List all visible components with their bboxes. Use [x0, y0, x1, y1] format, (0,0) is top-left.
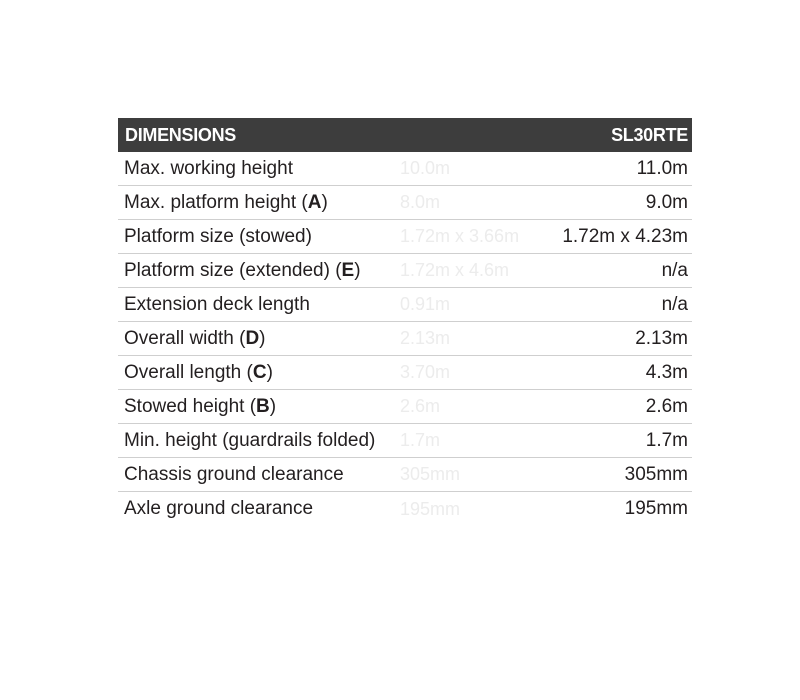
row-label-text: Max. platform height — [124, 191, 297, 213]
faded-value: 8.0m — [400, 192, 441, 212]
row-label-code: C — [252, 361, 267, 383]
row-label: Overall length (C) — [124, 361, 273, 383]
row-label-text: Max. working height — [124, 157, 293, 179]
table-row — [118, 458, 692, 492]
table-row — [118, 186, 692, 220]
row-label — [118, 498, 313, 520]
row-value: 4.3m — [645, 361, 688, 383]
faded-value: 3.70m — [400, 362, 451, 382]
row-value: 9.0m — [645, 191, 688, 213]
faded-value: 0.91m — [400, 294, 451, 314]
row-label-code: E — [341, 259, 355, 281]
faded-value: 195mm — [400, 498, 461, 519]
row-value: 2.13m — [635, 327, 688, 349]
row-value: 1.72m x 4.23m — [562, 225, 688, 247]
row-label: Max. platform height (A) — [124, 191, 328, 213]
row-label — [118, 226, 312, 248]
row-label-code: D — [245, 327, 260, 349]
faded-value: 305mm — [400, 464, 461, 484]
faded-value: 1.72m x 3.66m — [400, 226, 520, 246]
row-value: n/a — [661, 259, 688, 281]
table-row — [118, 322, 692, 356]
row-label-text: Overall width — [124, 327, 234, 349]
table-row — [118, 254, 692, 288]
table-body — [118, 152, 692, 526]
row-label-text: Extension deck length — [124, 293, 310, 315]
row-value: 195mm — [624, 498, 688, 519]
table-row — [118, 356, 692, 390]
row-label-code: A — [307, 191, 322, 213]
table-header — [118, 118, 692, 152]
row-value: 2.6m — [645, 395, 688, 417]
row-label: Stowed height (B) — [124, 395, 277, 417]
table-row — [118, 424, 692, 458]
row-label — [118, 158, 293, 180]
row-value: 1.7m — [645, 429, 688, 451]
row-label-text: Overall length — [124, 361, 242, 383]
header-title: DIMENSIONS — [125, 124, 237, 145]
row-label — [118, 294, 310, 316]
row-label: Platform size (extended) (E) — [124, 259, 361, 281]
header-model: SL30RTE — [611, 124, 688, 145]
faded-value: 1.72m x 4.6m — [400, 260, 510, 280]
dimensions-table — [118, 118, 692, 526]
faded-value: 2.6m — [400, 396, 441, 416]
row-label-code: B — [256, 395, 270, 417]
row-label: Overall width (D) — [124, 327, 266, 349]
faded-value: 1.7m — [400, 430, 441, 450]
table-row — [118, 288, 692, 322]
faded-value: 2.13m — [400, 328, 451, 348]
row-label-text: Chassis ground clearance — [124, 463, 344, 485]
row-label-text: Min. height (guardrails folded) — [124, 429, 376, 451]
table-row — [118, 220, 692, 254]
row-label-text: Platform size (stowed) — [124, 225, 312, 247]
row-label-text: Platform size (extended) — [124, 259, 330, 281]
table-row — [118, 390, 692, 424]
row-label — [118, 464, 344, 486]
row-label — [118, 430, 375, 452]
row-value: 11.0m — [636, 157, 688, 179]
row-label-text: Axle ground clearance — [124, 498, 314, 519]
table-row — [118, 152, 692, 186]
row-value: n/a — [661, 293, 688, 315]
table-row — [118, 492, 692, 526]
row-value: 305mm — [624, 463, 688, 485]
row-label-text: Stowed height — [124, 395, 245, 417]
faded-value: 10.0m — [400, 158, 451, 178]
